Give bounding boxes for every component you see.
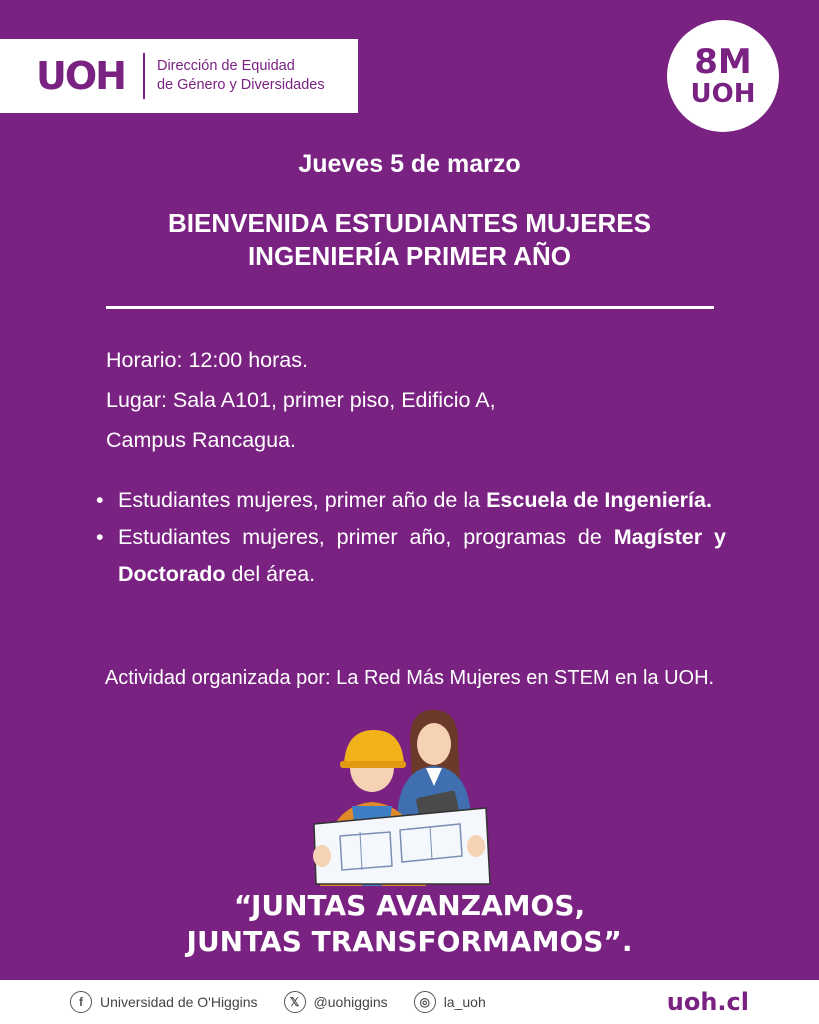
event-date: Jueves 5 de marzo: [298, 150, 521, 178]
department-line-2: de Género y Diversidades: [156, 77, 325, 93]
logo-divider: [143, 53, 145, 99]
badge-line-1: 8M: [694, 42, 752, 82]
slogan-line-2: JUNTAS TRANSFORMAMOS”.: [186, 925, 633, 958]
audience-text: Estudiantes mujeres, primer año de la: [118, 488, 487, 512]
instagram-label: la_uoh: [443, 994, 486, 1010]
department-name: [157, 57, 325, 95]
event-title-line-1: BIENVENIDA ESTUDIANTES MUJERES: [168, 208, 651, 238]
logo-box: [0, 39, 358, 113]
organizer: Actividad organizada por: La Red Más Mujeres en STEM en la UOH.: [104, 667, 715, 689]
uoh-logo: UOH: [36, 54, 125, 98]
instagram-icon: ◎: [414, 991, 436, 1013]
list-item: [96, 519, 726, 593]
audience-text: Estudiantes mujeres, primer año, programas de: [118, 525, 614, 549]
8m-badge: [667, 20, 779, 132]
audience-bold: Magíster y Doctorado: [118, 525, 726, 586]
divider: [106, 306, 714, 309]
slogan: [0, 888, 819, 960]
audience-list: [96, 482, 726, 593]
event-title-line-2: INGENIERÍA PRIMER AÑO: [247, 241, 572, 271]
facebook-link[interactable]: [70, 991, 258, 1013]
footer: [0, 980, 819, 1024]
facebook-label: Universidad de O'Higgins: [100, 994, 258, 1010]
x-icon: 𝕏: [284, 991, 306, 1013]
event-schedule: Horario: 12:00 horas.: [106, 348, 308, 372]
event-place-line-1: Lugar: Sala A101, primer piso, Edificio A,: [106, 388, 496, 412]
slogan-line-1: “JUNTAS AVANZAMOS,: [233, 889, 586, 922]
audience-bold: Escuela de Ingeniería.: [486, 488, 712, 512]
audience-after: del área.: [225, 562, 316, 586]
website-link[interactable]: uoh.cl: [666, 988, 749, 1016]
facebook-icon: f: [70, 991, 92, 1013]
event-title: [0, 207, 819, 273]
list-item: [96, 482, 726, 519]
instagram-link[interactable]: [414, 991, 486, 1013]
engineers-illustration: [300, 706, 500, 886]
department-line-1: Dirección de Equidad: [156, 58, 295, 74]
x-link[interactable]: [284, 991, 388, 1013]
x-label: @uohiggins: [313, 994, 388, 1010]
badge-line-2: UOH: [690, 79, 756, 109]
event-info: [106, 340, 496, 460]
event-place-line-2: Campus Rancagua.: [106, 428, 297, 452]
